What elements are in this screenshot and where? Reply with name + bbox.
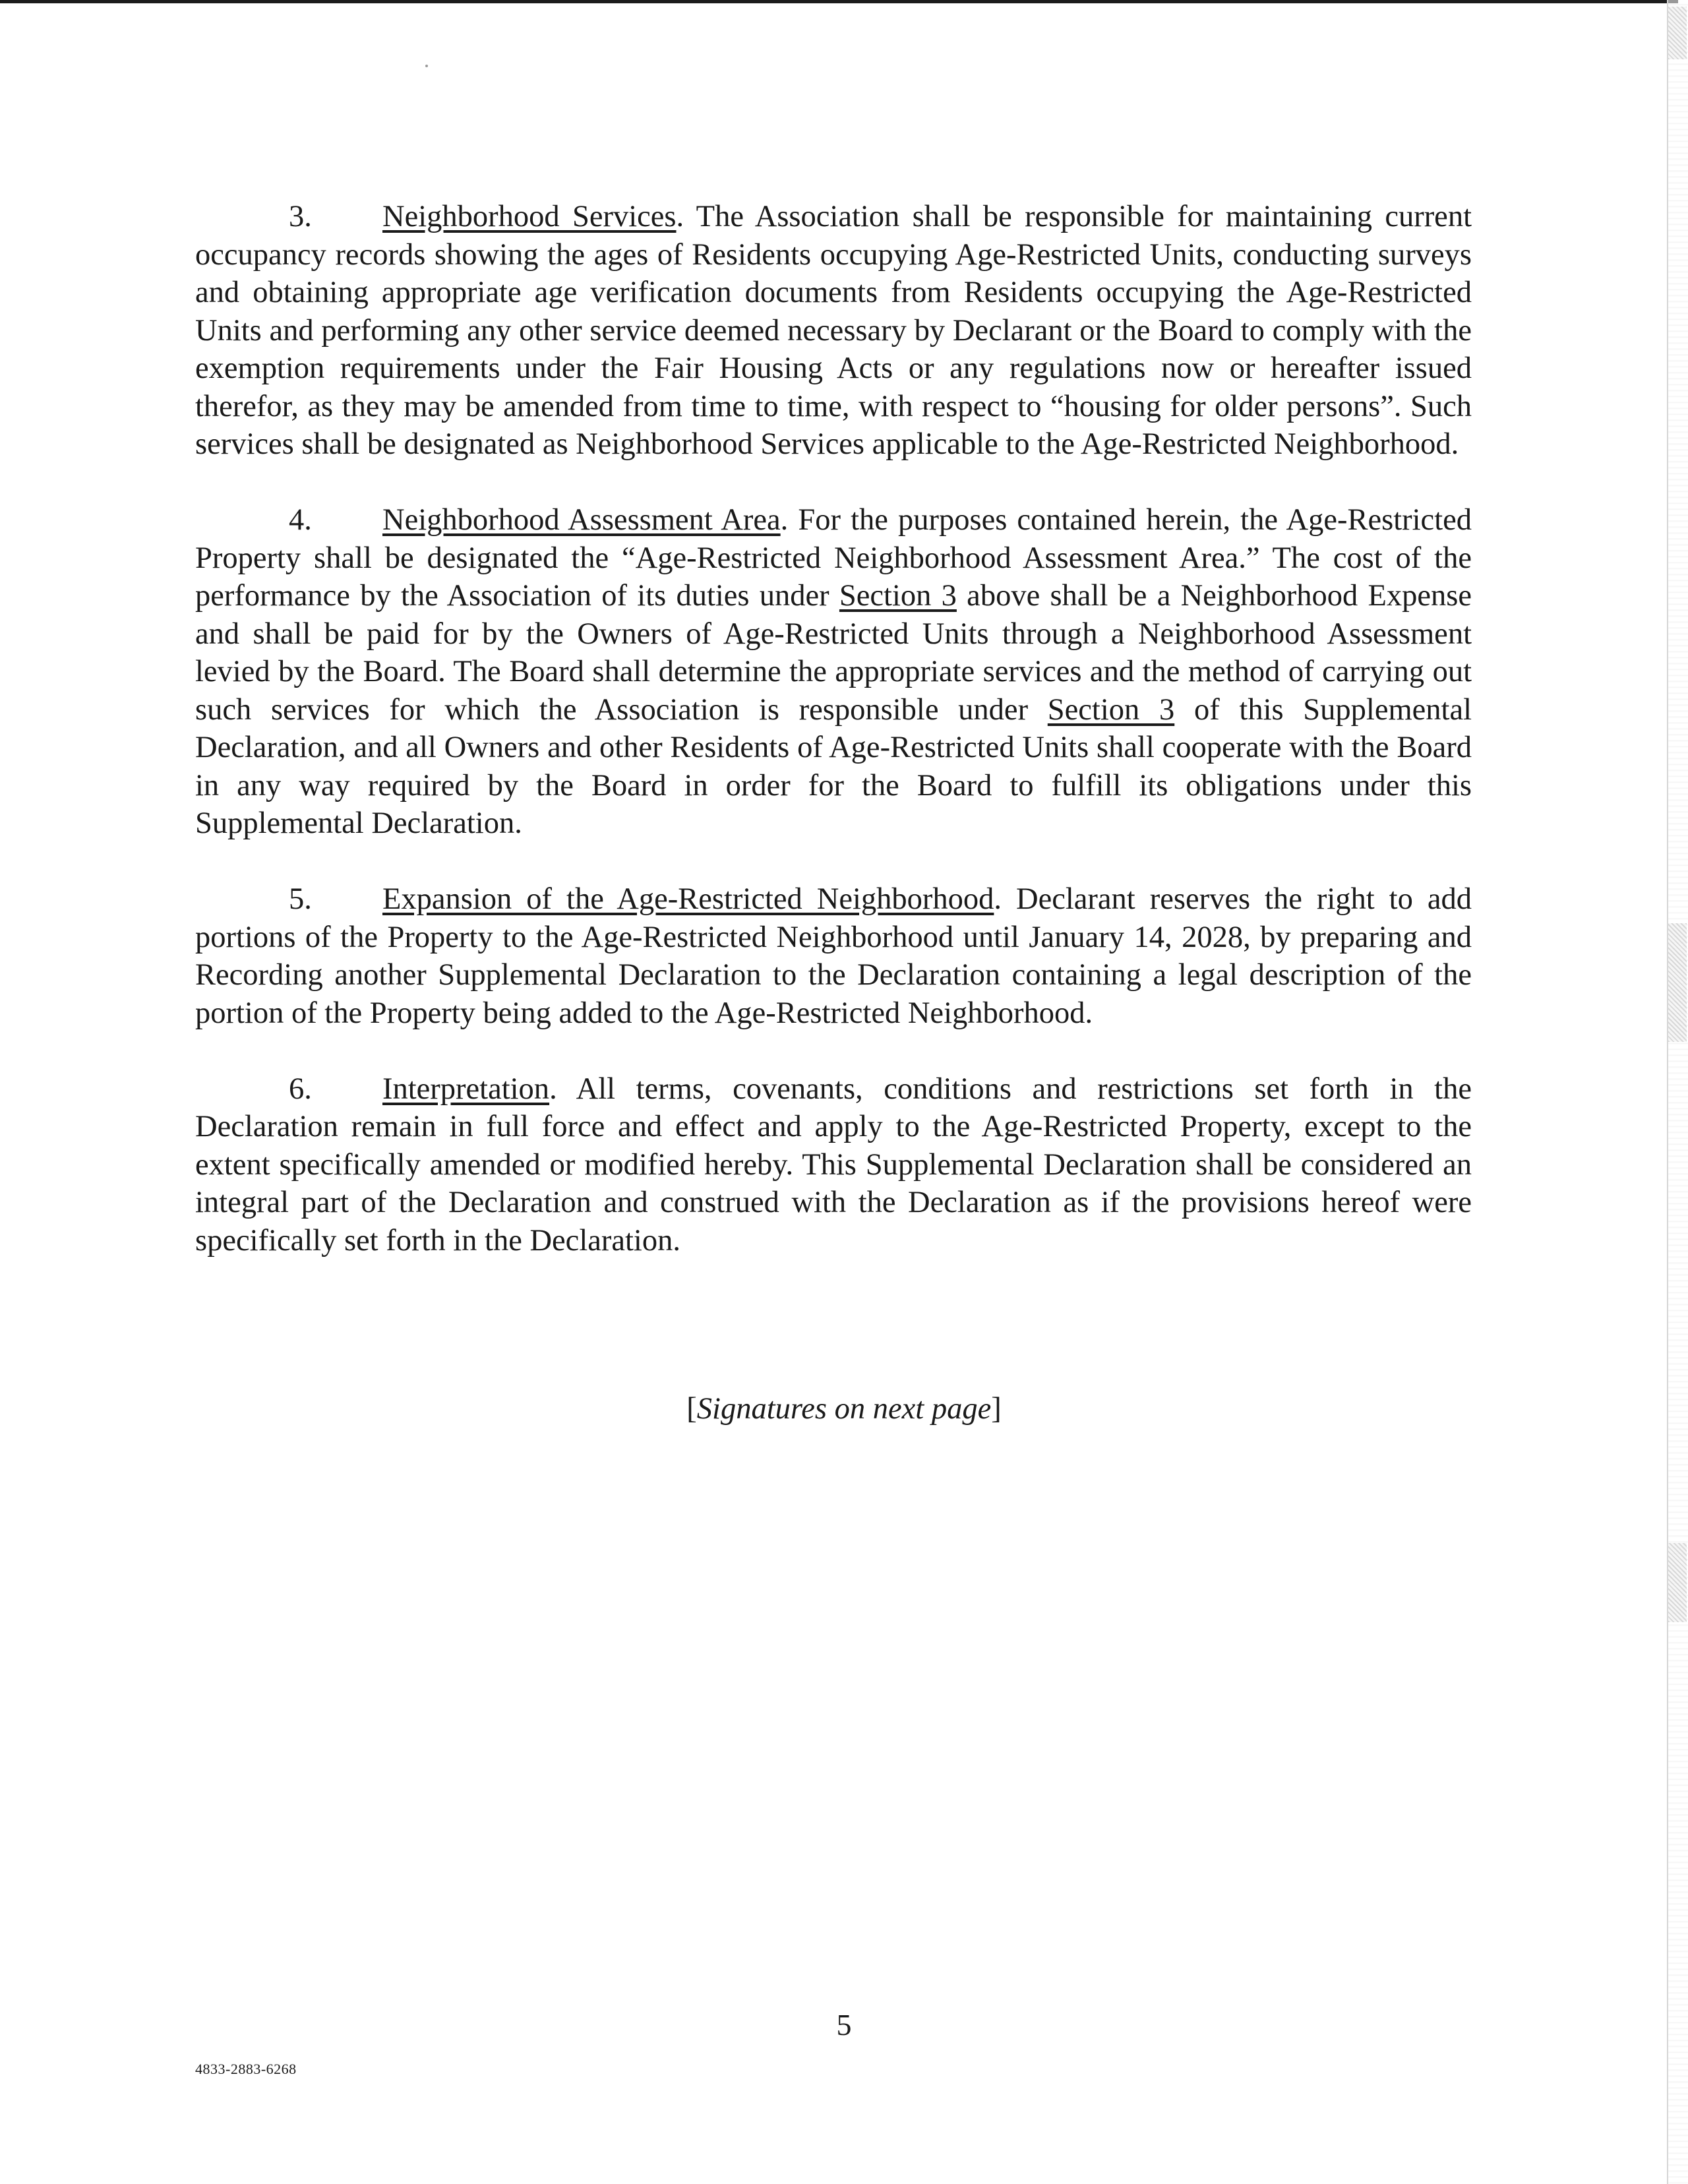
- section-reference: Section 3: [1047, 692, 1175, 727]
- section-heading: Interpretation: [382, 1072, 550, 1106]
- paragraph-text: of this Supplemental Declaration, and all Owners and other Residents of Age-Restricted Units shall cooperate with the Board in any way required by the Board in order for the Board to fulfill its obligations under this Supplemental Declaration.: [195, 692, 1472, 840]
- signature-note: [0, 1390, 1688, 1428]
- paragraph-number: 6.: [289, 1072, 312, 1106]
- scan-right-edge-line: [1667, 0, 1668, 2184]
- section-heading: Neighborhood Services: [382, 200, 677, 233]
- scan-speckle-lower: [1668, 1543, 1687, 1622]
- scan-speckle-top: [1668, 7, 1687, 59]
- scan-top-edge: [0, 0, 1678, 3]
- paragraph-text: . The Association shall be responsible for maintaining current occupancy records showing the ages of Residents occupying Age-Restricted Units, conducting surveys and obtaining appropriate age verification documents from Residents occupying the Age-Restricted Units and performing any other service deemed necessary by Declarant or the Board to comply with the exemption requirements under the Fair Housing Acts or any regulations now or hereafter issued therefor, as they may be amended from time to time, with respect to “housing for older persons”. Such services shall be designated as Neighborhood Services applicable to the Age-Restricted Neighborhood.: [195, 200, 1472, 461]
- section-heading: Neighborhood Assessment Area: [382, 503, 781, 537]
- paragraph-number: 3.: [289, 200, 312, 233]
- paragraph-4: [195, 501, 1472, 843]
- page-number: 5: [836, 2008, 852, 2042]
- signature-note-text: Signatures on next page: [696, 1392, 992, 1426]
- scan-right-edge: [1667, 0, 1688, 2184]
- paragraph-text: . For the purposes contained herein, the Age-Restricted Property shall be designated the “Age-Restricted Neighborhood Assessment Area.” The cost of the performance by the Association of its duties under: [195, 503, 1472, 613]
- bracket-open: [: [686, 1392, 697, 1426]
- scan-speck: [425, 65, 428, 67]
- paragraph-3: [195, 198, 1472, 464]
- paragraph-text: . Declarant reserves the right to add portions of the Property to the Age-Restricted Neighborhood until January 14, 2028, by preparing and Recording another Supplemental Declaration to the Declaration containing a legal description of the portion of the Property being added to the Age-Restricted Neighborhood.: [195, 882, 1472, 1030]
- scan-speckle-middle: [1668, 923, 1687, 1042]
- paragraph-text: . All terms, covenants, conditions and restrictions set forth in the Declaration remain in full force and effect and apply to the Age-Restricted Property, except to the extent specifically amended or modified hereby. This Supplemental Declaration shall be considered an integral part of the Declaration and construed with the Declaration as if the provisions hereof were specifically set forth in the Declaration.: [195, 1072, 1472, 1258]
- section-heading: Expansion of the Age-Restricted Neighborhood: [382, 882, 994, 916]
- document-body: [195, 198, 1472, 1298]
- document-id: 4833-2883-6268: [195, 2061, 297, 2077]
- paragraph-text: above shall be a Neighborhood Expense and shall be paid for by the Owners of Age-Restricted Units through a Neighborhood Assessment levied by the Board. The Board shall determine the appropriate services and the method of carrying out such services for which the Association is responsible under: [195, 579, 1472, 727]
- paragraph-number: 4.: [289, 503, 312, 537]
- paragraph-5: [195, 880, 1472, 1032]
- bracket-close: ]: [991, 1392, 1002, 1426]
- paragraph-6: [195, 1070, 1472, 1260]
- section-reference: Section 3: [839, 579, 957, 613]
- paragraph-number: 5.: [289, 882, 312, 916]
